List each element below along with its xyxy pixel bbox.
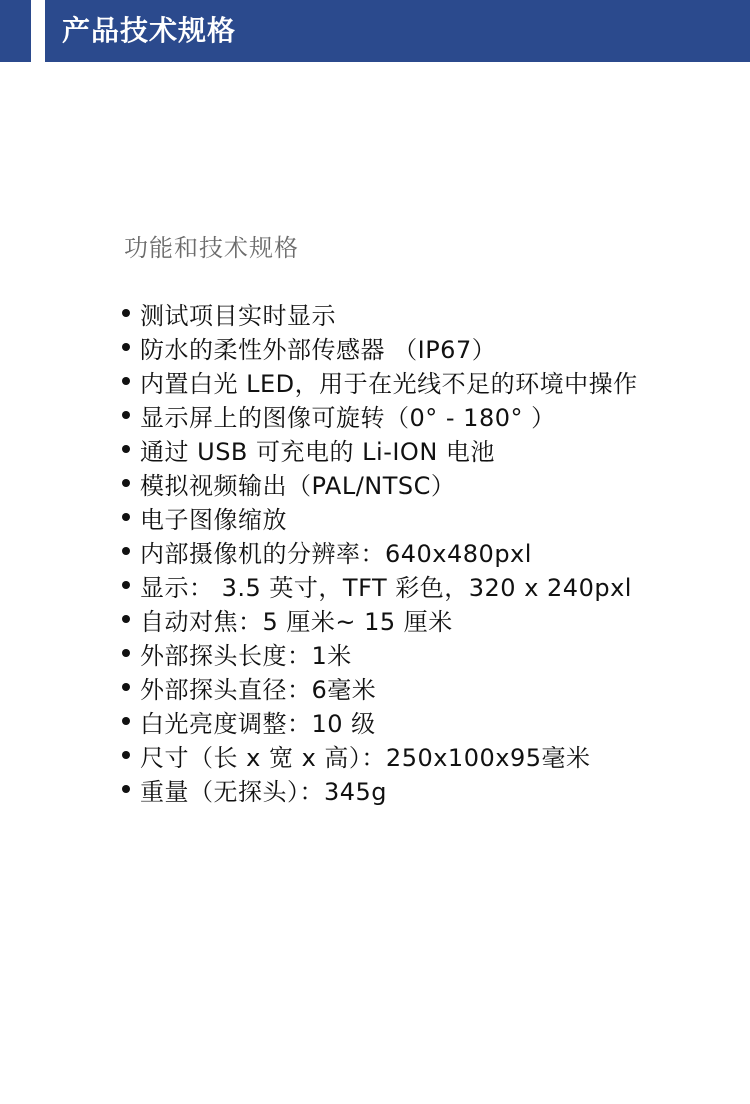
spec-text: 通过 USB 可充电的 Li-ION 电池 bbox=[140, 437, 495, 466]
spec-text: 模拟视频输出（PAL/NTSC） bbox=[140, 471, 456, 500]
bullet-icon bbox=[122, 377, 130, 385]
spec-item bbox=[122, 330, 638, 364]
spec-text: 显示屏上的图像可旋转（0° - 180° ） bbox=[140, 403, 556, 432]
section-title: 功能和技术规格 bbox=[124, 234, 299, 262]
spec-item bbox=[122, 568, 638, 602]
page-title: 产品技术规格 bbox=[62, 14, 237, 47]
bullet-icon bbox=[122, 615, 130, 623]
spec-item bbox=[122, 704, 638, 738]
spec-item bbox=[122, 296, 638, 330]
spec-text: 重量（无探头）：345g bbox=[140, 777, 388, 806]
bullet-icon bbox=[122, 649, 130, 657]
bullet-icon bbox=[122, 785, 130, 793]
bullet-icon bbox=[122, 683, 130, 691]
spec-text: 防水的柔性外部传感器 （IP67） bbox=[140, 335, 497, 364]
bullet-icon bbox=[122, 547, 130, 555]
spec-text: 内置白光 LED，用于在光线不足的环境中操作 bbox=[140, 369, 638, 398]
bullet-icon bbox=[122, 411, 130, 419]
bullet-icon bbox=[122, 581, 130, 589]
bullet-icon bbox=[122, 309, 130, 317]
bullet-icon bbox=[122, 343, 130, 351]
bullet-icon bbox=[122, 479, 130, 487]
spec-text: 电子图像缩放 bbox=[140, 505, 287, 534]
bullet-icon bbox=[122, 445, 130, 453]
spec-text: 测试项目实时显示 bbox=[140, 301, 336, 330]
spec-text: 显示： 3.5 英寸，TFT 彩色，320 x 240pxl bbox=[140, 573, 632, 602]
spec-item bbox=[122, 772, 638, 806]
spec-text: 白光亮度调整：10 级 bbox=[140, 709, 376, 738]
spec-text: 内部摄像机的分辨率：640x480pxl bbox=[140, 539, 532, 568]
spec-item bbox=[122, 636, 638, 670]
spec-item bbox=[122, 670, 638, 704]
spec-item bbox=[122, 364, 638, 398]
bullet-icon bbox=[122, 513, 130, 521]
spec-item bbox=[122, 432, 638, 466]
spec-item bbox=[122, 500, 638, 534]
header-accent-block bbox=[0, 0, 31, 62]
spec-text: 外部探头长度：1米 bbox=[140, 641, 352, 670]
spec-item bbox=[122, 466, 638, 500]
spec-text: 外部探头直径：6毫米 bbox=[140, 675, 377, 704]
spec-text: 自动对焦：5 厘米~ 15 厘米 bbox=[140, 607, 453, 636]
spec-item bbox=[122, 534, 638, 568]
bullet-icon bbox=[122, 751, 130, 759]
spec-item bbox=[122, 602, 638, 636]
spec-item bbox=[122, 738, 638, 772]
spec-list bbox=[122, 296, 638, 806]
bullet-icon bbox=[122, 717, 130, 725]
spec-item bbox=[122, 398, 638, 432]
spec-text: 尺寸（长 x 宽 x 高）：250x100x95毫米 bbox=[140, 743, 591, 772]
